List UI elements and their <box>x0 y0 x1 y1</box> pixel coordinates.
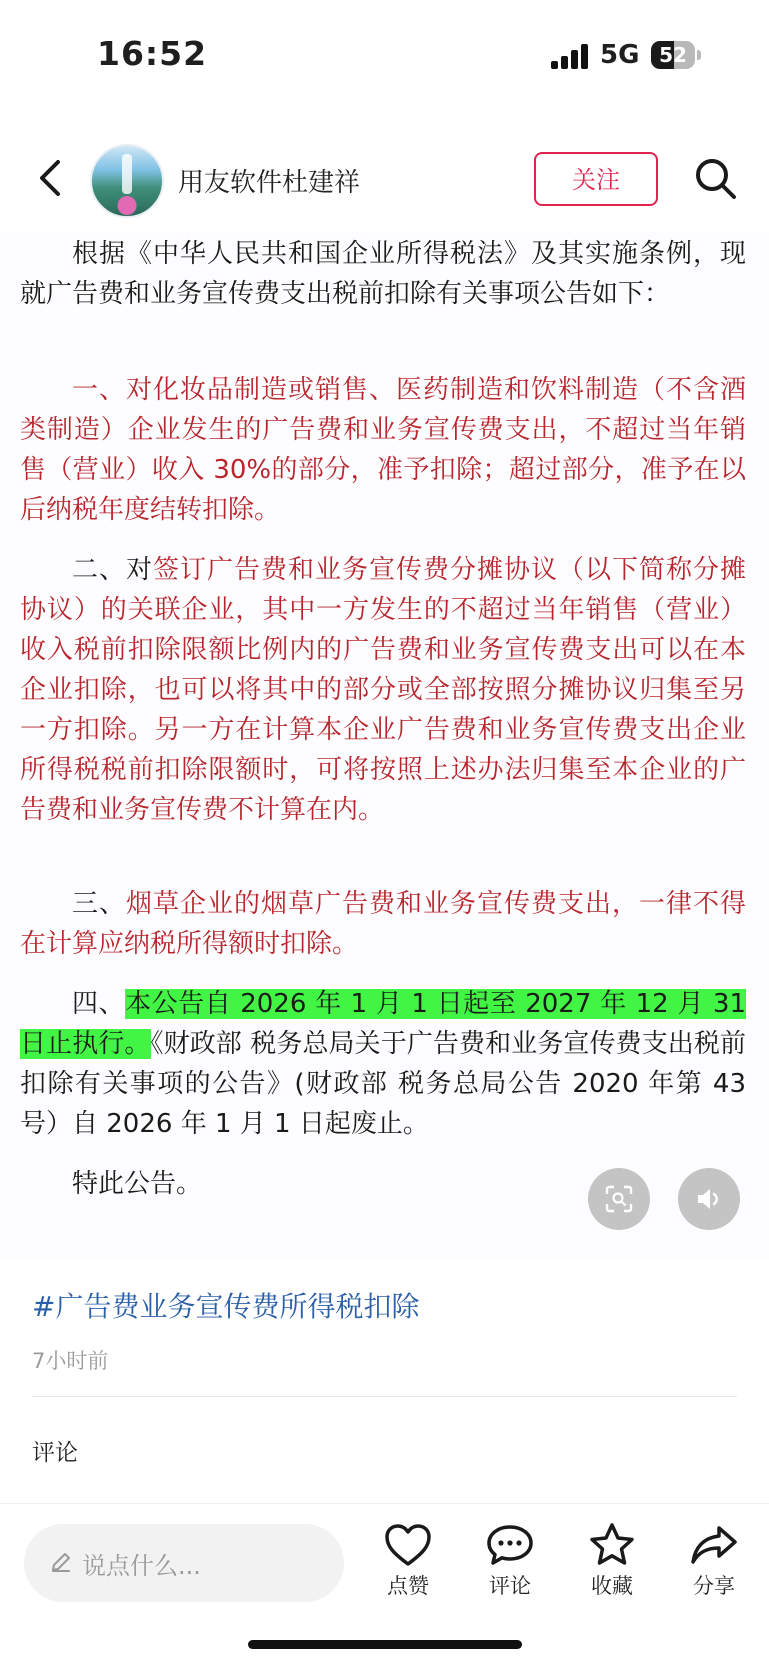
battery-level: 52 <box>659 43 687 67</box>
heart-icon <box>383 1522 433 1568</box>
comment-button[interactable] <box>475 1522 545 1622</box>
status-time: 16:52 <box>97 34 208 73</box>
sound-button[interactable] <box>678 1168 740 1230</box>
item-2-prefix: 二、对 <box>72 555 153 585</box>
divider <box>32 1396 737 1397</box>
battery-tip <box>697 50 701 60</box>
share-arrow-icon <box>689 1522 739 1568</box>
post-time: 7小时前 <box>32 1349 109 1373</box>
author-name[interactable]: 用友软件杜建祥 <box>178 168 361 198</box>
back-button[interactable] <box>30 156 74 200</box>
signal-icon <box>551 43 591 69</box>
item-2-body: 签订广告费和业务宣传费分摊协议（以下简称分摊协议）的关联企业，其中一方发生的不超过当年销售（营业）收入税前扣除限额比例内的广告费和业务宣传费支出可以在本企业扣除，也可以将其中的部分或全部按照分摊协议归集至另一方扣除。另一方在计算本企业广告费和业务宣传费支出企业所得税税前扣除限额时，可将按照上述办法归集至本企业的广告费和业务宣传费不计算在内。 <box>20 555 746 825</box>
comments-heading: 评论 <box>32 1440 78 1466</box>
follow-button[interactable]: 关注 <box>534 152 658 206</box>
share-button[interactable] <box>679 1522 749 1622</box>
item-3-prefix: 三、 <box>72 889 126 919</box>
comment-label: 评论 <box>489 1574 531 1598</box>
item-3-body: 烟草企业的烟草广告费和业务宣传费支出，一律不得在计算应纳税所得额时扣除。 <box>20 889 746 959</box>
item-4-highlight: 本公告自 2026 年 1 月 1 日起至 2027 年 12 月 31 日止执行。 <box>20 989 746 1059</box>
article-item-2 <box>20 550 746 830</box>
article-item-3 <box>20 884 746 964</box>
post-hashtag[interactable]: #广告费业务宣传费所得税扣除 <box>32 1290 420 1323</box>
article-intro: 根据《中华人民共和国企业所得税法》及其实施条例，现就广告费和业务宣传费支出税前扣除有关事项公告如下： <box>20 239 746 309</box>
share-label: 分享 <box>693 1574 735 1598</box>
article-closing: 特此公告。 <box>72 1169 203 1199</box>
favorite-label: 收藏 <box>591 1574 633 1598</box>
like-label: 点赞 <box>387 1574 429 1598</box>
search-icon <box>693 156 739 202</box>
article-item-1: 一、对化妆品制造或销售、医药制造和饮料制造（不含酒类制造）企业发生的广告费和业务宣传费支出，不超过当年销售（营业）收入 30%的部分，准予扣除；超过部分，准予在以后纳税年度结转扣除。 <box>20 375 746 525</box>
scan-icon <box>605 1185 633 1213</box>
post-image[interactable] <box>0 232 769 1260</box>
comment-input-placeholder: 说点什么... <box>82 1552 201 1580</box>
comment-input[interactable] <box>24 1524 344 1602</box>
image-search-button[interactable] <box>588 1168 650 1230</box>
speaker-icon <box>695 1185 723 1213</box>
item-4-rest: 《财政部 税务总局关于广告费和业务宣传费支出税前扣除有关事项的公告》(财政部 税务总局公告 2020 年第 43 号）自 2026 年 1 月 1 日起废止。 <box>20 1029 746 1139</box>
network-type: 5G <box>600 40 640 70</box>
article-item-4 <box>20 984 746 1144</box>
favorite-button[interactable] <box>577 1522 647 1622</box>
post-header <box>0 110 769 232</box>
author-avatar[interactable] <box>90 144 164 218</box>
status-bar <box>0 0 769 110</box>
home-indicator[interactable] <box>248 1640 522 1649</box>
comment-bubble-icon <box>485 1522 535 1568</box>
chevron-left-icon <box>30 156 74 200</box>
search-button[interactable] <box>693 156 739 202</box>
pencil-icon <box>50 1551 72 1573</box>
battery-icon <box>651 41 695 69</box>
star-icon <box>587 1522 637 1568</box>
like-button[interactable] <box>373 1522 443 1622</box>
item-4-prefix: 四、 <box>72 989 126 1019</box>
